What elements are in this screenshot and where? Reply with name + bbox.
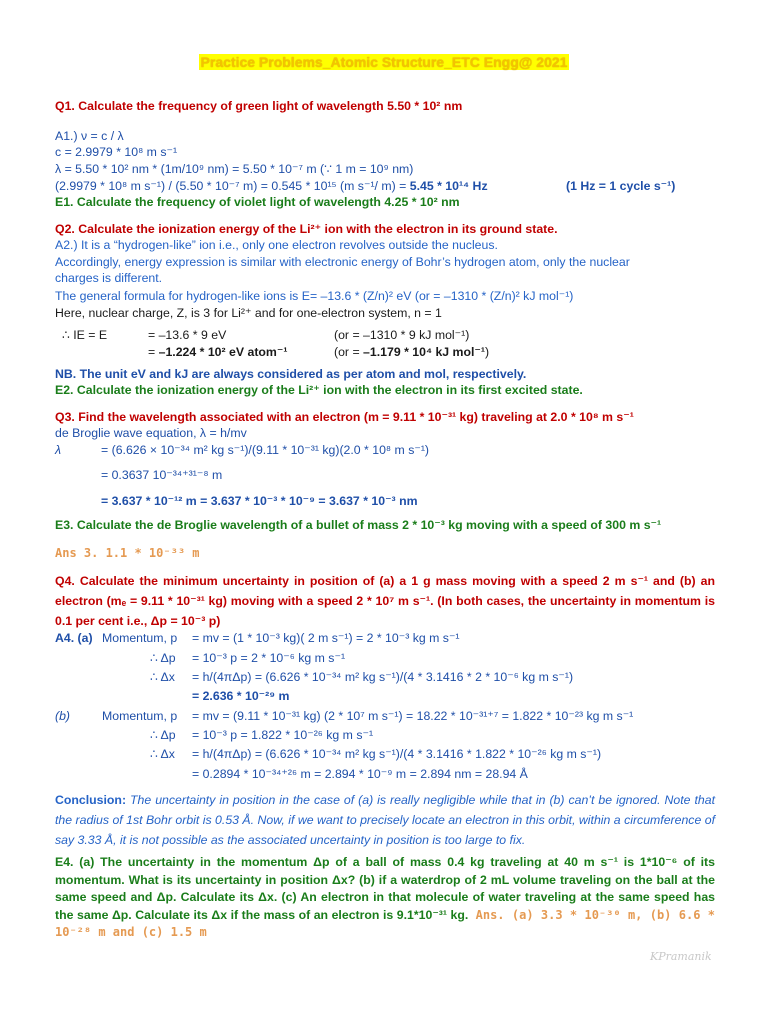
q2-formula: The general formula for hydrogen-like ions is E= –13.6 * (Z/n)² eV (or = –1310 * (Z/n)² kJ mol⁻¹): [55, 289, 574, 303]
q3-question: Q3. Find the wavelength associated with an electron (m = 9.11 * 10⁻³¹ kg) traveling at 2.0 * 10⁸ m s⁻¹: [55, 410, 634, 424]
q2-answer-start: A2.) It is a “hydrogen-like” ion i.e., only one electron revolves outside the nucleus.: [55, 238, 498, 252]
e3-exercise: E3. Calculate the de Broglie wavelength of a bullet of mass 2 * 10⁻³ kg moving with a speed of 300 m s⁻¹: [55, 518, 662, 532]
q3-line2: = (6.626 × 10⁻³⁴ m² kg s⁻¹)/(9.11 * 10⁻³¹ kg)(2.0 * 10⁸ m s⁻¹): [101, 443, 430, 457]
e2-exercise: E2. Calculate the ionization energy of the Li²⁺ ion with the electron in its first excited state.: [55, 383, 583, 397]
q4-a-dx-result: = 2.636 * 10⁻²⁹ m: [192, 689, 290, 703]
q4-a-momentum-label: Momentum, p: [102, 631, 178, 645]
e4-exercise: E4. (a) The uncertainty in the momentum Δp of a ball of mass 0.4 kg traveling at 40 m s⁻¹ is 1*10⁻⁶ of its momentum. What is its uncertainty in position Δx? (b) if a waterdrop of 2 mL volume traveling on the ball at the same speed and Δp. Calculate its Δx. (c) An electron in that molecule of water traveling at the same speed has the same Δp. Calculate its Δx if the mass of an electron is 9.1*10⁻³¹ kg. Ans. (a) 3.3 * 10⁻³⁰ m, (b) 6.6 * 10⁻²⁸ m and (c) 1.5 m: [55, 855, 715, 939]
q4-b-label: (b): [55, 709, 71, 723]
q1-line2: c = 2.9979 * 10⁸ m s⁻¹: [55, 145, 178, 159]
q4-b-dx-value: = h/(4πΔp) = (6.626 * 10⁻³⁴ m² kg s⁻¹)/(4 * 3.1416 * 1.822 * 10⁻²⁶ kg m s⁻¹): [192, 747, 602, 761]
q4-b-dp-value: = 10⁻³ p = 1.822 * 10⁻²⁶ kg m s⁻¹: [192, 728, 374, 742]
conclusion-paragraph: Conclusion: The uncertainty in position in the case of (a) is really negligible while that in (b) can’t be ignored. Note that the radius of 1st Bohr orbit is 0.53 Å. Now, if we want to precisely locate an electron in this orbit, within a circumference of say 3.33 Å, it is not possible as the associated uncertainty in position is too large to fix.: [55, 793, 715, 847]
q4-a-dp-value: = 10⁻³ p = 2 * 10⁻⁶ kg m s⁻¹: [192, 651, 346, 665]
q4-b-momentum-label: Momentum, p: [102, 709, 178, 723]
q3-line4: = 3.637 * 10⁻¹² m = 3.637 * 10⁻³ * 10⁻⁹ = 3.637 * 10⁻³ nm: [101, 494, 418, 508]
q3-line1: de Broglie wave equation, λ = h/mv: [55, 426, 247, 440]
q3-line3: = 0.3637 10⁻³⁴⁺³¹⁻⁸ m: [101, 468, 223, 482]
q4-a-dx-label: ∴ Δx: [150, 670, 175, 684]
q3-lambda: λ: [55, 443, 62, 457]
q4-a-dx-value: = h/(4πΔp) = (6.626 * 10⁻³⁴ m² kg s⁻¹)/(4 * 3.1416 * 2 * 10⁻⁶ kg m s⁻¹): [192, 670, 574, 684]
q1-hz-note: (1 Hz = 1 cycle s⁻¹): [566, 179, 676, 193]
q1-line3: λ = 5.50 * 10² nm * (1m/10⁹ nm) = 5.50 * 10⁻⁷ m (∵ 1 m = 10⁹ nm): [55, 162, 414, 176]
q2-line2: Accordingly, energy expression is similar with electronic energy of Bohr’s hydrogen atom, only the nuclear: [55, 255, 630, 269]
q1-answer-start: A1.) ν = c / λ: [55, 129, 124, 143]
e3-answer: Ans 3. 1.1 * 10⁻³³ m: [55, 546, 200, 560]
q2-line5: Here, nuclear charge, Z, is 3 for Li²⁺ and for one-electron system, n = 1: [55, 306, 442, 320]
q2-nb: NB. The unit eV and kJ are always considered as per atom and mol, respectively.: [55, 367, 527, 381]
q4-a-dp-label: ∴ Δp: [150, 651, 176, 665]
e1-exercise: E1. Calculate the frequency of violet light of wavelength 4.25 * 10² nm: [55, 195, 460, 209]
q2-ie-result-kj: (or = –1.179 * 10⁴ kJ mol⁻¹): [334, 345, 490, 359]
q2-ie-result-ev: = –1.224 * 10² eV atom⁻¹: [148, 345, 288, 359]
q4-question: Q4. Calculate the minimum uncertainty in position of (a) a 1 g mass moving with a speed 2 m s⁻¹ and (b) an electron (mₑ = 9.11 * 10⁻³¹ kg) moving with a speed 2 * 10⁷ m s⁻¹. (In both cases, the uncertainty in momentum is 0.1 per cent i.e., Δp = 10⁻³ p): [55, 574, 715, 628]
q4-b-dp-label: ∴ Δp: [150, 728, 176, 742]
q4-a-label: A4. (a): [55, 631, 93, 645]
q2-ie-kj: (or = –1310 * 9 kJ mol⁻¹): [334, 328, 470, 342]
q2-ie-ev: = –13.6 * 9 eV: [148, 328, 227, 342]
q2-line3: charges is different.: [55, 271, 163, 285]
author-signature: KPramanik: [650, 950, 712, 963]
q4-b-momentum-value: = mv = (9.11 * 10⁻³¹ kg) (2 * 10⁷ m s⁻¹) = 18.22 * 10⁻³¹⁺⁷ = 1.822 * 10⁻²³ kg m s⁻¹: [192, 709, 634, 723]
q2-ie-label: ∴ IE = E: [62, 328, 108, 342]
page-title: Practice Problems_Atomic Structure_ETC Engg@ 2021: [200, 54, 568, 70]
q4-a-momentum-value: = mv = (1 * 10⁻³ kg)( 2 m s⁻¹) = 2 * 10⁻³ kg m s⁻¹: [192, 631, 460, 645]
q1-line4: (2.9979 * 10⁸ m s⁻¹) / (5.50 * 10⁻⁷ m) = 0.545 * 10¹⁵ (m s⁻¹/ m) = 5.45 * 10¹⁴ Hz: [55, 179, 488, 193]
q1-question: Q1. Calculate the frequency of green light of wavelength 5.50 * 10² nm: [55, 99, 463, 113]
q4-b-dx-label: ∴ Δx: [150, 747, 175, 761]
q4-b-dx-result: = 0.2894 * 10⁻³⁴⁺²⁶ m = 2.894 * 10⁻⁹ m = 2.894 nm = 28.94 Å: [192, 767, 528, 781]
q2-question: Q2. Calculate the ionization energy of the Li²⁺ ion with the electron in its ground state.: [55, 222, 558, 236]
